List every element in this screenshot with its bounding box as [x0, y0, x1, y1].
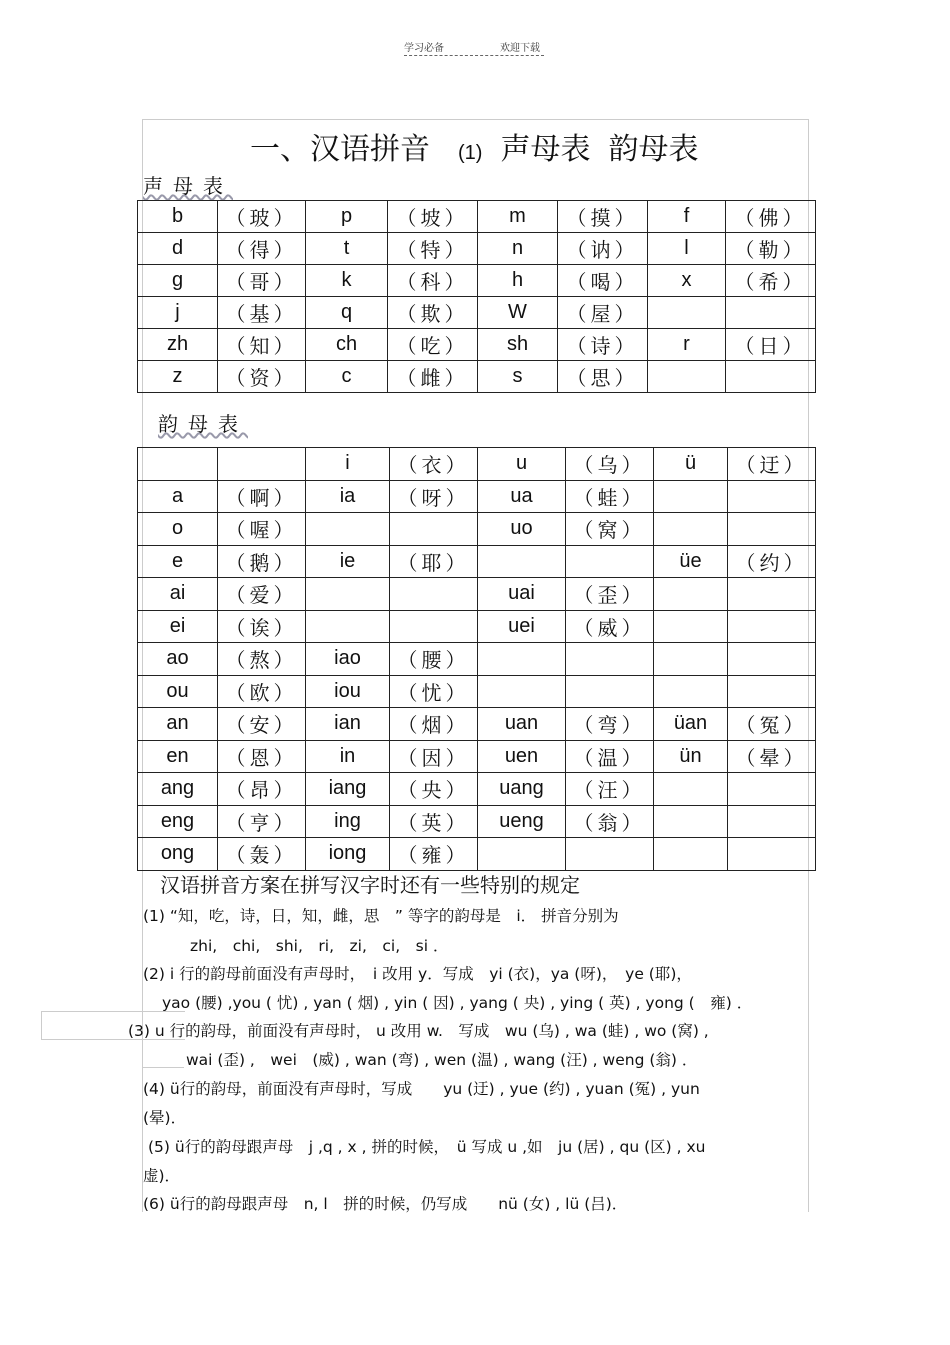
rule-line: 虚)． — [143, 1167, 181, 1185]
title-part2: 韵母表 — [608, 132, 699, 167]
rule-line: (3) u 行的韵母，前面没有声母时， u 改用 w. 写成 wu (乌) , wa (蛙) , wo (窝) , — [128, 1022, 709, 1040]
character-cell: （欧） — [218, 675, 306, 708]
pinyin-cell: ong — [138, 838, 218, 871]
pinyin-cell: d — [138, 233, 218, 265]
pinyin-cell: iou — [306, 675, 390, 708]
table-row — [138, 773, 816, 806]
pinyin-cell: q — [306, 297, 388, 329]
character-cell: （啊） — [218, 480, 306, 513]
character-cell: （烟） — [390, 708, 478, 741]
pinyin-cell: uan — [478, 708, 566, 741]
pinyin-cell: en — [138, 740, 218, 773]
table-row — [138, 201, 816, 233]
table-row — [138, 513, 816, 546]
character-cell: （晕） — [728, 740, 816, 773]
character-cell: （知） — [218, 329, 306, 361]
character-cell — [566, 643, 654, 676]
character-cell — [566, 838, 654, 871]
page-title — [250, 124, 698, 168]
character-cell: （翁） — [566, 805, 654, 838]
pinyin-cell: s — [478, 361, 558, 393]
pinyin-cell: ian — [306, 708, 390, 741]
title-main: 一、汉语拼音 — [250, 132, 430, 167]
character-cell — [728, 675, 816, 708]
character-cell: （腰） — [390, 643, 478, 676]
pinyin-cell: iang — [306, 773, 390, 806]
rule-line: (晕)． — [143, 1109, 187, 1127]
title-number: (1) — [458, 142, 483, 164]
character-cell: （雌） — [388, 361, 478, 393]
character-cell — [566, 545, 654, 578]
character-cell — [728, 643, 816, 676]
pinyin-cell: l — [648, 233, 726, 265]
pinyin-cell: p — [306, 201, 388, 233]
pinyin-cell: ia — [306, 480, 390, 513]
pinyin-cell — [648, 361, 726, 393]
pinyin-cell: ü — [654, 448, 728, 481]
pinyin-cell — [306, 513, 390, 546]
character-cell: （鹅） — [218, 545, 306, 578]
character-cell — [390, 513, 478, 546]
character-cell — [728, 578, 816, 611]
pinyin-cell: iong — [306, 838, 390, 871]
header-right: 欢迎下载 — [500, 43, 540, 54]
character-cell: （温） — [566, 740, 654, 773]
table-row — [138, 329, 816, 361]
yunmu-body — [138, 448, 816, 871]
pinyin-cell: i — [306, 448, 390, 481]
character-cell: （轰） — [218, 838, 306, 871]
table-row — [138, 675, 816, 708]
pinyin-cell: e — [138, 545, 218, 578]
pinyin-cell: ie — [306, 545, 390, 578]
character-cell — [390, 578, 478, 611]
pinyin-cell: u — [478, 448, 566, 481]
table-row — [138, 297, 816, 329]
character-cell: （恩） — [218, 740, 306, 773]
yunmu-table — [137, 447, 816, 871]
character-cell: （乌） — [566, 448, 654, 481]
table-row — [138, 448, 816, 481]
pinyin-cell: uo — [478, 513, 566, 546]
pinyin-cell: o — [138, 513, 218, 546]
character-cell — [728, 513, 816, 546]
character-cell: （吃） — [388, 329, 478, 361]
table-row — [138, 740, 816, 773]
pinyin-cell — [478, 675, 566, 708]
pinyin-cell: j — [138, 297, 218, 329]
character-cell — [728, 838, 816, 871]
character-cell: （雍） — [390, 838, 478, 871]
table-row — [138, 361, 816, 393]
character-cell: （迂） — [728, 448, 816, 481]
pinyin-cell: h — [478, 265, 558, 297]
character-cell: （勒） — [726, 233, 816, 265]
pinyin-cell: ueng — [478, 805, 566, 838]
pinyin-cell — [478, 545, 566, 578]
table-row — [138, 578, 816, 611]
pinyin-cell: r — [648, 329, 726, 361]
character-cell: （亨） — [218, 805, 306, 838]
shengmu-body — [138, 201, 816, 393]
pinyin-cell: x — [648, 265, 726, 297]
character-cell: （哥） — [218, 265, 306, 297]
character-cell: （耶） — [390, 545, 478, 578]
pinyin-cell: W — [478, 297, 558, 329]
character-cell: （基） — [218, 297, 306, 329]
pinyin-cell: m — [478, 201, 558, 233]
pinyin-cell — [478, 838, 566, 871]
pinyin-cell: ing — [306, 805, 390, 838]
character-cell: （思） — [558, 361, 648, 393]
pinyin-cell: k — [306, 265, 388, 297]
character-cell: （欺） — [388, 297, 478, 329]
pinyin-cell — [654, 578, 728, 611]
character-cell: （喔） — [218, 513, 306, 546]
character-cell — [218, 448, 306, 481]
pinyin-cell: ua — [478, 480, 566, 513]
character-cell: （约） — [728, 545, 816, 578]
character-cell: （屋） — [558, 297, 648, 329]
table-row — [138, 545, 816, 578]
pinyin-cell: ün — [654, 740, 728, 773]
character-cell: （资） — [218, 361, 306, 393]
character-cell: （冤） — [728, 708, 816, 741]
yunmu-heading: 韵母表 — [158, 412, 248, 436]
pinyin-cell: zh — [138, 329, 218, 361]
character-cell: （因） — [390, 740, 478, 773]
character-cell: （希） — [726, 265, 816, 297]
rule-line: (1) “知，吃，诗，日，知，雌，思 ” 等字的韵母是 i． 拼音分别为 — [143, 907, 619, 925]
pinyin-cell — [654, 610, 728, 643]
character-cell: （呀） — [390, 480, 478, 513]
character-cell: （喝） — [558, 265, 648, 297]
table-row — [138, 265, 816, 297]
pinyin-cell — [648, 297, 726, 329]
character-cell — [726, 297, 816, 329]
character-cell — [566, 675, 654, 708]
pinyin-cell: üe — [654, 545, 728, 578]
pinyin-cell — [654, 513, 728, 546]
pinyin-cell — [654, 805, 728, 838]
rules-title: 汉语拼音方案在拼写汉字时还有一些特别的规定 — [160, 873, 580, 897]
table-row — [138, 838, 816, 871]
pinyin-cell — [306, 578, 390, 611]
rule-line: (5) ü行的韵母跟声母 j ,q , x , 拼的时候， ü 写成 u ,如 ju (居) , qu (区) , xu — [148, 1138, 706, 1156]
pinyin-cell: f — [648, 201, 726, 233]
pinyin-cell — [306, 610, 390, 643]
pinyin-cell: uen — [478, 740, 566, 773]
pinyin-cell — [138, 448, 218, 481]
table-row — [138, 610, 816, 643]
shengmu-heading: 声母表 — [143, 174, 233, 198]
pinyin-cell: in — [306, 740, 390, 773]
pinyin-cell — [654, 675, 728, 708]
pinyin-cell: n — [478, 233, 558, 265]
character-cell: （诗） — [558, 329, 648, 361]
pinyin-cell: ang — [138, 773, 218, 806]
rule-line: wai (歪) , wei (威) , wan (弯) , wen (温) , wang (汪) , weng (翁) ． — [186, 1051, 698, 1069]
character-cell: （佛） — [726, 201, 816, 233]
character-cell: （科） — [388, 265, 478, 297]
rule-line: (4) ü行的韵母，前面没有声母时，写成 yu (迂) , yue (约) , yuan (冤) , yun — [143, 1080, 700, 1098]
rule-line: (2) i 行的韵母前面没有声母时， i 改用 y．写成 yi (衣)，ya (呀)， ye (耶)， — [143, 965, 692, 983]
character-cell: （熬） — [218, 643, 306, 676]
pinyin-cell: c — [306, 361, 388, 393]
pinyin-cell — [654, 480, 728, 513]
pinyin-cell — [654, 838, 728, 871]
character-cell: （威） — [566, 610, 654, 643]
table-row — [138, 233, 816, 265]
pinyin-cell: an — [138, 708, 218, 741]
table-row — [138, 480, 816, 513]
pinyin-cell: uang — [478, 773, 566, 806]
character-cell: （蛙） — [566, 480, 654, 513]
pinyin-cell: uei — [478, 610, 566, 643]
title-part1: 声母表 — [500, 132, 591, 167]
table-row — [138, 805, 816, 838]
character-cell: （安） — [218, 708, 306, 741]
character-cell — [728, 773, 816, 806]
character-cell: （歪） — [566, 578, 654, 611]
character-cell: （摸） — [558, 201, 648, 233]
pinyin-cell: üan — [654, 708, 728, 741]
page-header — [404, 39, 540, 54]
table-row — [138, 708, 816, 741]
character-cell: （特） — [388, 233, 478, 265]
character-cell — [726, 361, 816, 393]
character-cell: （忧） — [390, 675, 478, 708]
character-cell: （诶） — [218, 610, 306, 643]
character-cell: （得） — [218, 233, 306, 265]
pinyin-cell — [654, 773, 728, 806]
rule-line: zhi, chi, shi, ri, zi, ci, si ． — [190, 937, 449, 955]
rule-line: (6) ü行的韵母跟声母 n, l 拼的时候，仍写成 nü (女) , lü (吕)． — [143, 1195, 628, 1213]
rule-line: yao (腰) ,you ( 忧) , yan ( 烟) , yin ( 因) , yang ( 央) , ying ( 英) , yong ( 雍) ． — [162, 994, 753, 1012]
pinyin-cell: eng — [138, 805, 218, 838]
shengmu-table — [137, 200, 816, 393]
character-cell: （讷） — [558, 233, 648, 265]
character-cell: （衣） — [390, 448, 478, 481]
pinyin-cell: ei — [138, 610, 218, 643]
pinyin-cell: a — [138, 480, 218, 513]
table-row — [138, 643, 816, 676]
pinyin-cell: z — [138, 361, 218, 393]
pinyin-cell: iao — [306, 643, 390, 676]
pinyin-cell — [654, 643, 728, 676]
character-cell: （弯） — [566, 708, 654, 741]
header-rule — [404, 55, 544, 56]
character-cell — [390, 610, 478, 643]
character-cell: （央） — [390, 773, 478, 806]
character-cell: （日） — [726, 329, 816, 361]
pinyin-cell: ao — [138, 643, 218, 676]
character-cell: （玻） — [218, 201, 306, 233]
character-cell — [728, 480, 816, 513]
character-cell: （英） — [390, 805, 478, 838]
pinyin-cell: sh — [478, 329, 558, 361]
character-cell: （汪） — [566, 773, 654, 806]
character-cell: （窝） — [566, 513, 654, 546]
pinyin-cell: ou — [138, 675, 218, 708]
pinyin-cell: ch — [306, 329, 388, 361]
character-cell: （昂） — [218, 773, 306, 806]
pinyin-cell: ai — [138, 578, 218, 611]
character-cell: （爱） — [218, 578, 306, 611]
margin-box-small — [142, 1040, 184, 1068]
pinyin-cell — [478, 643, 566, 676]
character-cell — [728, 805, 816, 838]
header-left: 学习必备 — [404, 43, 444, 54]
pinyin-cell: g — [138, 265, 218, 297]
character-cell — [728, 610, 816, 643]
character-cell: （坡） — [388, 201, 478, 233]
pinyin-cell: t — [306, 233, 388, 265]
pinyin-cell: b — [138, 201, 218, 233]
pinyin-cell: uai — [478, 578, 566, 611]
